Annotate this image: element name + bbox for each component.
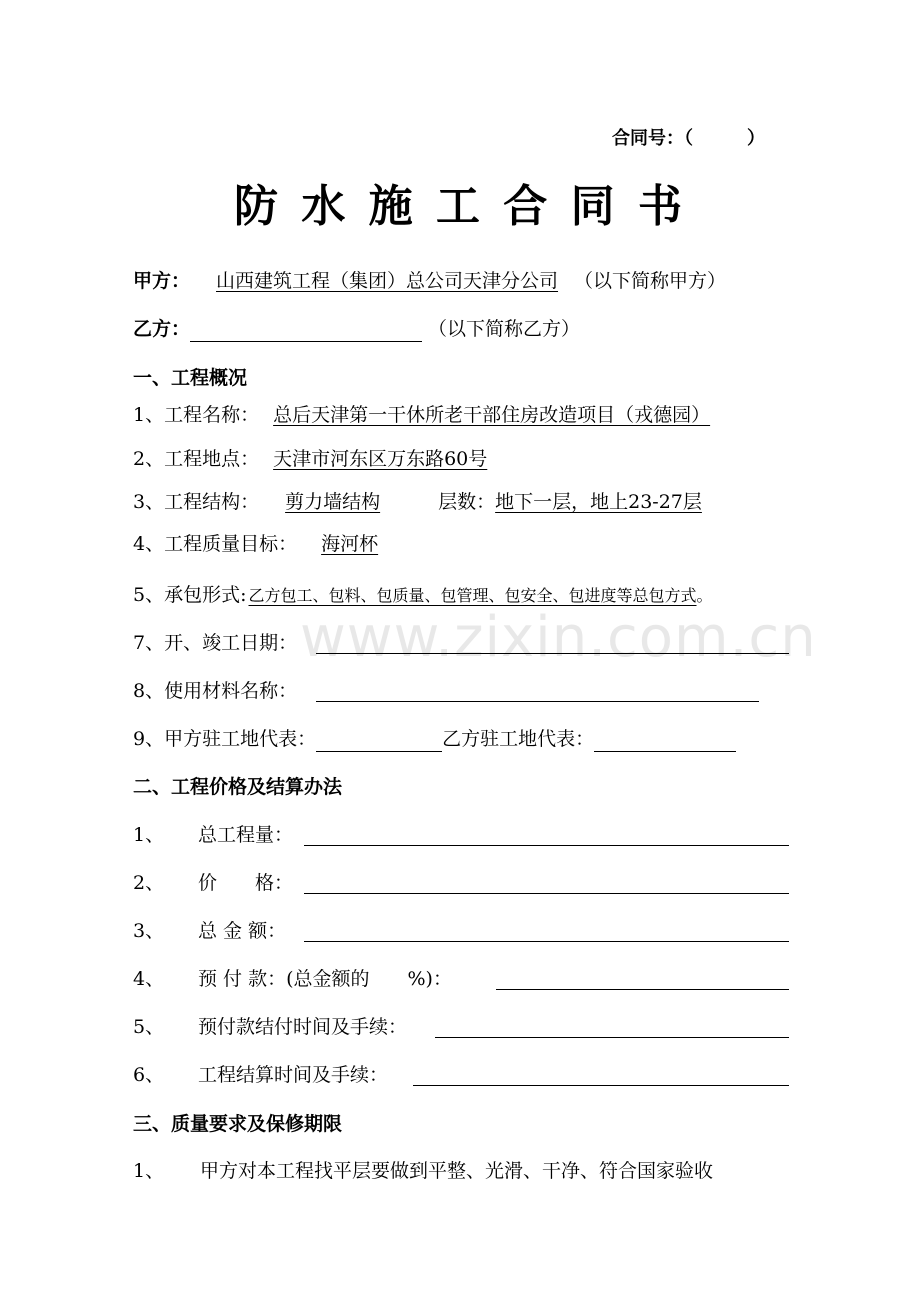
- project-site-line: [133, 446, 727, 472]
- structure-value: 剪力墙结构: [285, 491, 381, 513]
- dates-label: 7、开、竣工日期：: [133, 632, 298, 654]
- price-item-3: [133, 918, 287, 944]
- price-item-2: [133, 870, 294, 896]
- price-item-label: 预 付 款：(总金额的 %)：: [198, 968, 452, 990]
- section-3-heading: 三、质量要求及保修期限: [133, 1113, 343, 1135]
- project-name-value: 总后天津第一干休所老干部住房改造项目（戎德园）: [273, 404, 711, 426]
- rep-b-blank[interactable]: [594, 727, 736, 752]
- contract-form-line: [133, 582, 713, 609]
- quality-item-num: 1、: [133, 1160, 165, 1182]
- dates-blank[interactable]: [316, 653, 789, 654]
- party-a-value: 山西建筑工程（集团）总公司天津分公司: [216, 270, 559, 292]
- quality-item-1: [133, 1158, 714, 1184]
- settlement-procedure-blank[interactable]: [413, 1085, 789, 1086]
- price-item-label: 总工程量：: [198, 824, 294, 846]
- advance-procedure-blank[interactable]: [435, 1037, 789, 1038]
- watermark: www.zixin.com.cn: [300, 605, 817, 670]
- quality-item-text: 甲方对本工程找平层要做到平整、光滑、干净、符合国家验收: [200, 1160, 714, 1182]
- party-b-label: 乙方：: [133, 318, 191, 340]
- party-a-label: 甲方：: [133, 270, 191, 292]
- materials-line: [133, 678, 297, 704]
- section-1-heading: 一、工程概况: [133, 367, 248, 389]
- rep-a-label: 9、甲方驻工地代表：: [133, 728, 317, 750]
- party-a-line: [133, 268, 726, 294]
- rep-b-label: 乙方驻工地代表：: [442, 728, 595, 750]
- party-b-line: [133, 316, 580, 342]
- price-item-num: 5、: [133, 1016, 165, 1038]
- contract-form-label: 5、承包形式:: [133, 584, 247, 606]
- price-item-label: 价 格：: [198, 872, 294, 894]
- advance-payment-blank[interactable]: [496, 989, 789, 990]
- price-item-6: [133, 1062, 389, 1088]
- price-blank[interactable]: [304, 893, 789, 894]
- project-name-label: 1、工程名称：: [133, 404, 260, 426]
- quality-value: 海河杯: [321, 533, 379, 555]
- contract-number: 合同号：（ ）: [612, 128, 765, 149]
- price-item-4: [133, 966, 452, 992]
- materials-label: 8、使用材料名称：: [133, 680, 298, 702]
- price-item-label: 总 金 额：: [198, 920, 287, 942]
- price-item-num: 3、: [133, 920, 165, 942]
- total-quantity-blank[interactable]: [304, 845, 789, 846]
- party-b-blank[interactable]: [190, 317, 422, 342]
- project-name-line: [133, 402, 724, 428]
- price-item-num: 6、: [133, 1064, 165, 1086]
- rep-a-blank[interactable]: [316, 727, 442, 752]
- section-2-heading: 二、工程价格及结算办法: [133, 776, 343, 798]
- price-item-num: 2、: [133, 872, 165, 894]
- total-amount-blank[interactable]: [304, 941, 789, 942]
- quality-label: 4、工程质量目标：: [133, 533, 298, 555]
- price-item-1: [133, 822, 294, 848]
- price-item-num: 4、: [133, 968, 165, 990]
- structure-label: 3、工程结构：: [133, 491, 260, 513]
- project-structure-line: [133, 489, 702, 515]
- materials-blank[interactable]: [316, 701, 759, 702]
- dates-line: [133, 630, 297, 656]
- price-item-5: [133, 1014, 408, 1040]
- project-site-value: 天津市河东区万东路60号: [273, 448, 488, 470]
- price-item-num: 1、: [133, 824, 165, 846]
- contract-form-end: 。: [696, 586, 713, 605]
- quality-target-line: [133, 531, 400, 557]
- floors-label: 层数：: [438, 491, 496, 513]
- project-site-label: 2、工程地点：: [133, 448, 260, 470]
- price-item-label: 预付款结付时间及手续：: [198, 1016, 408, 1038]
- contract-form-value: 乙方包工、包料、包质量、包管理、包安全、包进度等总包方式: [248, 586, 697, 605]
- party-a-suffix: （以下简称甲方）: [574, 270, 727, 292]
- page-title: 防 水 施 工 合 同 书: [234, 181, 686, 232]
- party-b-suffix: （以下简称乙方）: [428, 318, 581, 340]
- price-item-label: 工程结算时间及手续：: [198, 1064, 389, 1086]
- floors-value: 地下一层，地上23-27层: [495, 491, 702, 513]
- representatives-line: [133, 726, 736, 752]
